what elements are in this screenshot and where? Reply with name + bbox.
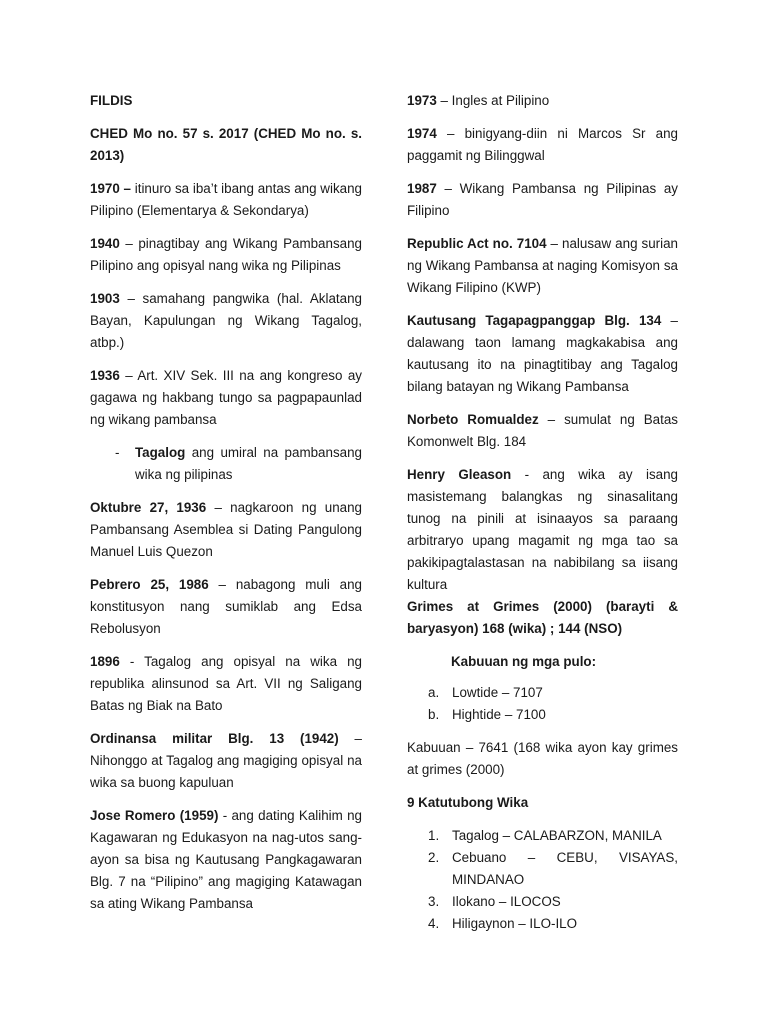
entry: 1940 – pinagtibay ang Wikang Pambansang Pilipino ang opisyal nang wika ng Pilipinas [90,236,362,273]
entry: Norbeto Romualdez – sumulat ng Batas Komonwelt Blg. 184 [407,412,678,449]
list-item: 1. Tagalog – CALABARZON, MANILA [428,828,662,843]
entry: 1903 – samahang pangwika (hal. Aklatang Bayan, Kapulungan ng Wikang Tagalog, atbp.) [90,291,362,350]
entry: Ordinansa militar Blg. 13 (1942) – Nihonggo at Tagalog ang magiging opisyal na wika sa buong kapuluan [90,731,362,790]
list-item: b. Hightide – 7100 [428,707,546,722]
doc-title: FILDIS [90,93,133,108]
dash-item-text: Tagalog ang umiral na pambansang wika ng pilipinas [135,445,362,482]
entry: 1896 - Tagalog ang opisyal na wika ng republika alinsunod sa Art. VII ng Saligang Batas ng Biak na Bato [90,654,362,713]
entry: Oktubre 27, 1936 – nagkaroon ng unang Pambansang Asemblea si Dating Pangulong Manuel Luis Quezon [90,500,363,559]
list-item: 4. Hiligaynon – ILO-ILO [428,916,578,931]
dash-marker: - [115,445,120,460]
katutubo-heading: 9 Katutubong Wika [407,795,529,810]
pulo-heading: Kabuuan ng mga pulo: [451,654,597,669]
entry: 1970 – itinuro sa iba’t ibang antas ang wikang Pilipino (Elementarya & Sekondarya) [90,181,362,218]
entry: 1973 – Ingles at Pilipino [407,93,550,108]
grimes-heading: Grimes at Grimes (2000) (barayti & baryasyon) 168 (wika) ; 144 (NSO) [407,599,678,636]
entry: Pebrero 25, 1986 – nabagong muli ang konstitusyon nang sumiklab ang Edsa Rebolusyon [90,577,362,636]
entry-list-left-b [90,497,362,915]
entry: Henry Gleason - ang wika ay isang masistemang balangkas ng sinasalitang tunog na pinili at isinaayos sa paraang arbitraryo upang magamit ng mga tao sa pakikipagtalastasan na nabibilang sa iisang kultura [407,467,678,592]
left-column [90,90,362,926]
ched-heading: CHED Mo no. 57 s. 2017 (CHED Mo no. s. 2013) [90,126,362,163]
pulo-list [407,682,678,726]
right-column [407,90,678,946]
entry-list-right [407,90,678,596]
kabuuan-text: Kabuuan – 7641 (168 wika ayon kay grimes at grimes (2000) [407,740,678,777]
entry: 1936 – Art. XIV Sek. III na ang kongreso ay gagawa ng hakbang tungo sa pagpapaunlad ng wikang pambansa [90,368,362,427]
list-item: a. Lowtide – 7107 [428,685,543,700]
entry: 1987 – Wikang Pambansa ng Pilipinas ay Filipino [407,181,678,218]
entry: Republic Act no. 7104 – nalusaw ang surian ng Wikang Pambansa at naging Komisyon sa Wikang Filipino (KWP) [407,236,678,295]
dash-list-item [90,442,362,486]
entry: 1974 – binigyang-diin ni Marcos Sr ang paggamit ng Bilinggwal [407,126,678,163]
list-item: 2. Cebuano – CEBU, VISAYAS, MINDANAO [428,850,678,887]
entry: Kautusang Tagapagpanggap Blg. 134 – dalawang taon lamang magkakabisa ang kautusang ito na pinagtitibay ang Tagalog bilang batayan ng Wikang Pambansa [407,313,679,394]
entry: Jose Romero (1959) - ang dating Kalihim ng Kagawaran ng Edukasyon na nag-utos sang-ayon sa bisa ng Kautusang Pangkagawaran Blg. 7 na “Pilipino” ang magiging Katawagan sa ating Wikang Pambansa [90,808,362,911]
wika-list [407,825,678,935]
list-item: 3. Ilokano – ILOCOS [428,894,561,909]
entry-list-left-a [90,178,362,431]
